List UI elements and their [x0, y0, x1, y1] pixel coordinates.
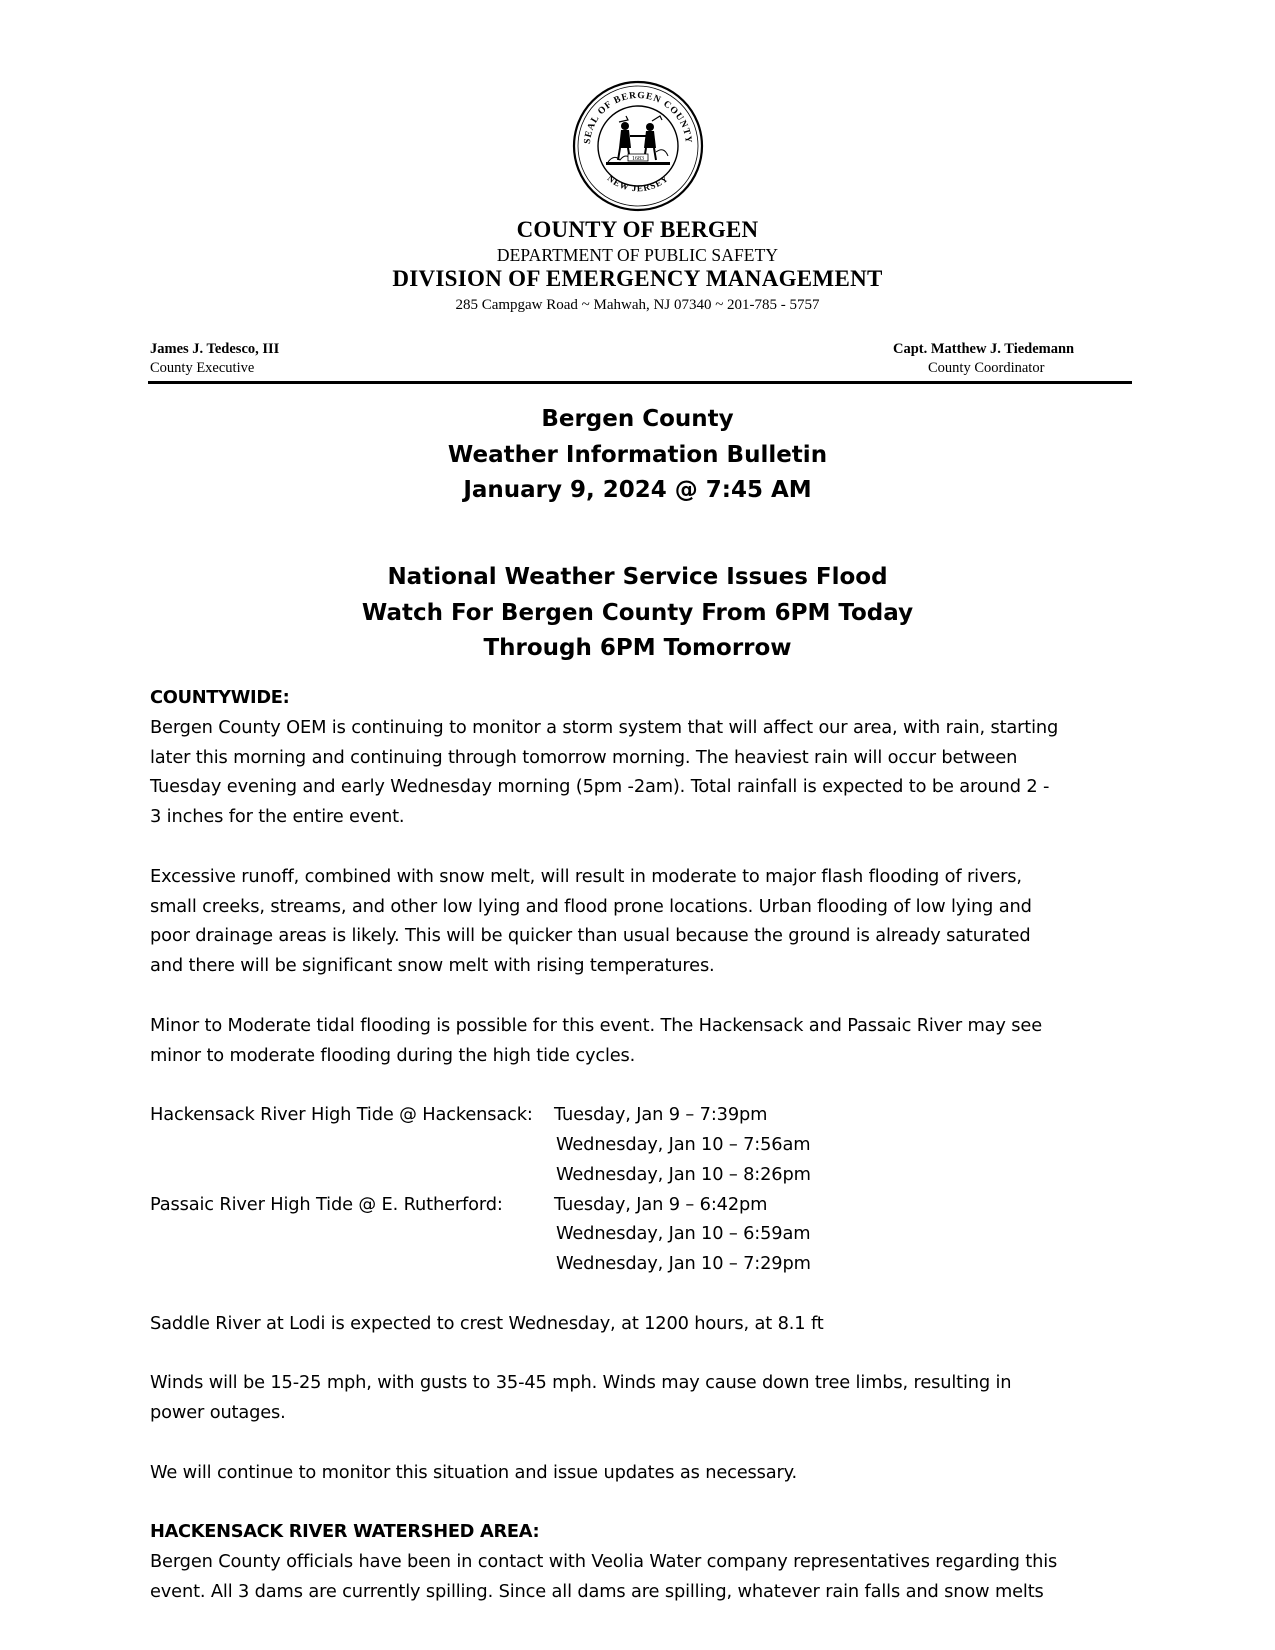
- tide-row: [150, 1219, 1130, 1249]
- bulletin-title-line: January 9, 2024 @ 7:45 AM: [463, 477, 812, 503]
- high-tide-schedule: [150, 1100, 1130, 1279]
- paragraph-dams: Bergen County officials have been in contact with Veolia Water company representatives regarding this event. All 3 dams are currently spilling. Since all dams are spilling, whatever rain falls and snow melts: [150, 1551, 1058, 1602]
- seal-year: 1683: [632, 156, 644, 162]
- paragraph-forecast: Bergen County OEM is continuing to monitor a storm system that will affect our area, with rain, starting later this morning and continuing through tomorrow morning. The heaviest rain will occur between Tuesday evening and early Wednesday morning (5pm -2am). Total rainfall is expected to be around 2 - 3 inches for the entire event.: [150, 716, 1059, 828]
- seal-bottom-text: NEW JERSEY: [605, 172, 671, 194]
- headline-line: National Weather Service Issues Flood: [387, 564, 888, 590]
- tide-row: [150, 1130, 1130, 1160]
- tide-row: [150, 1100, 1130, 1130]
- tide-time: Wednesday, Jan 10 – 7:56am: [556, 1133, 811, 1155]
- county-coordinator-title: County Coordinator: [928, 360, 1045, 376]
- paragraph-flooding: Excessive runoff, combined with snow melt, will result in moderate to major flash flooding of rivers, small creeks, streams, and other low lying and flood prone locations. Urban flooding of low lying and poor drainage areas is likely. This will be quicker than usual because the ground is already saturated and there will be significant snow melt with rising temperatures.: [150, 865, 1032, 977]
- bulletin-body: [150, 683, 1130, 1607]
- tide-row: [150, 1249, 1130, 1279]
- paragraph-crest: Saddle River at Lodi is expected to crest Wednesday, at 1200 hours, at 8.1 ft: [150, 1312, 824, 1334]
- county-executive-title: County Executive: [150, 360, 255, 376]
- headline-line: Through 6PM Tomorrow: [483, 635, 792, 661]
- svg-text:NEW JERSEY: [606, 173, 671, 193]
- bulletin-title: [0, 402, 1275, 509]
- paragraph-winds: Winds will be 15-25 mph, with gusts to 35-45 mph. Winds may cause down tree limbs, resulting in power outages.: [150, 1372, 1012, 1424]
- tide-time: Wednesday, Jan 10 – 6:59am: [556, 1223, 811, 1245]
- county-executive-name: James J. Tedesco, III: [150, 341, 280, 357]
- county-coordinator-name: Capt. Matthew J. Tiedemann: [893, 341, 1075, 357]
- paragraph-tidal: Minor to Moderate tidal flooding is possible for this event. The Hackensack and Passaic River may see minor to moderate flooding during the high tide cycles.: [150, 1014, 1042, 1066]
- headline-line: Watch For Bergen County From 6PM Today: [361, 599, 914, 626]
- county-executive-block: [150, 340, 279, 378]
- tide-time: Tuesday, Jan 9 – 6:42pm: [554, 1193, 768, 1215]
- office-address: 285 Campgaw Road ~ Mahwah, NJ 07340 ~ 201-785 - 5757: [455, 297, 820, 313]
- hackensack-watershed-heading: HACKENSACK RIVER WATERSHED AREA:: [150, 1521, 540, 1543]
- tide-time: Tuesday, Jan 9 – 7:39pm: [554, 1104, 768, 1126]
- countywide-heading: COUNTYWIDE:: [150, 687, 290, 708]
- division-name: DIVISION OF EMERGENCY MANAGEMENT: [392, 266, 883, 291]
- county-seal: [568, 76, 708, 216]
- bulletin-title-line: Bergen County: [541, 406, 734, 432]
- tide-location-label: Passaic River High Tide @ E. Rutherford:: [150, 1193, 503, 1215]
- bulletin-title-line: Weather Information Bulletin: [447, 441, 828, 468]
- county-coordinator-block: [893, 340, 1074, 378]
- tide-location-label: Hackensack River High Tide @ Hackensack:: [150, 1104, 533, 1126]
- bulletin-headline: [0, 560, 1275, 667]
- tide-row: [150, 1160, 1130, 1190]
- tide-row: [150, 1190, 1130, 1220]
- department-name: DEPARTMENT OF PUBLIC SAFETY: [496, 245, 779, 265]
- paragraph-monitor: We will continue to monitor this situation and issue updates as necessary.: [150, 1461, 798, 1483]
- letterhead-divider: [148, 381, 1132, 384]
- seal-top-text: SEAL OF BERGEN COUNTY: [582, 90, 694, 145]
- county-name: COUNTY OF BERGEN: [516, 217, 759, 242]
- tide-time: Wednesday, Jan 10 – 8:26pm: [556, 1163, 811, 1185]
- tide-time: Wednesday, Jan 10 – 7:29pm: [556, 1253, 811, 1275]
